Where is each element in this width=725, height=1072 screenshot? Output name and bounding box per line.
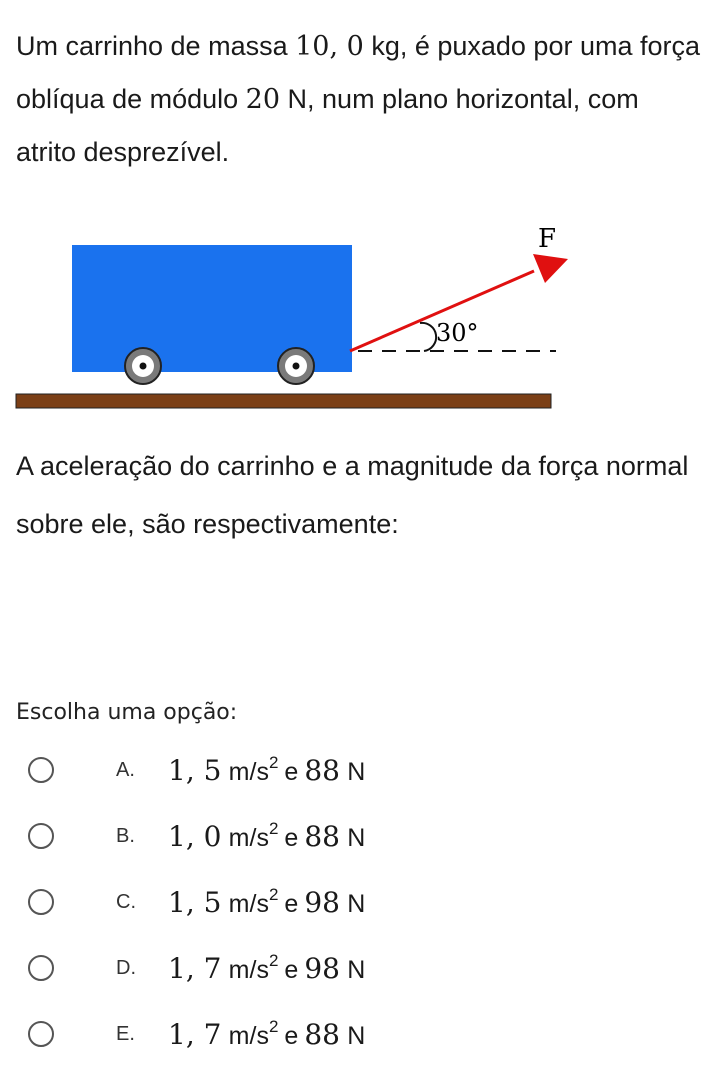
cart-body — [72, 245, 352, 372]
acceleration-unit: m/s — [228, 955, 269, 984]
force-unit: N — [347, 889, 366, 918]
acceleration-value: 1, 5 — [168, 753, 222, 787]
radio-button-d[interactable] — [28, 955, 54, 981]
force-value: 20 — [245, 84, 281, 115]
force-arrowhead — [533, 254, 568, 283]
normal-force-value: 98 — [304, 885, 340, 919]
unit-exponent: 2 — [268, 752, 279, 772]
option-b[interactable] — [0, 804, 725, 868]
acceleration-value: 1, 7 — [168, 951, 222, 985]
acceleration-unit: m/s — [228, 889, 269, 918]
choose-option-prompt: Escolha uma opção: — [16, 700, 238, 725]
question-text-part: kg, é puxado por uma força oblíqua de módulo — [16, 31, 701, 114]
radio-button-c[interactable] — [28, 889, 54, 915]
option-text — [168, 820, 365, 853]
option-letter: B. — [116, 824, 135, 847]
normal-force-value: 88 — [304, 819, 340, 853]
cart-wheel-left — [125, 348, 161, 384]
force-unit: N — [347, 757, 366, 786]
option-letter: D. — [116, 956, 136, 979]
conjunction: e — [284, 889, 299, 918]
acceleration-value: 1, 7 — [168, 1017, 222, 1051]
question-text-continued: A aceleração do carrinho e a magnitude da força normal sobre ele, são respectivamente: — [16, 451, 689, 539]
normal-force-value: 88 — [304, 1017, 340, 1051]
angle-label: 30° — [436, 319, 479, 347]
radio-button-e[interactable] — [28, 1021, 54, 1047]
unit-exponent: 2 — [268, 818, 279, 838]
acceleration-unit: m/s — [228, 757, 269, 786]
cart-figure — [0, 215, 725, 415]
radio-button-b[interactable] — [28, 823, 54, 849]
acceleration-unit: m/s — [228, 823, 269, 852]
option-text — [168, 1018, 365, 1051]
option-d[interactable] — [0, 936, 725, 1000]
option-c[interactable] — [0, 870, 725, 934]
option-text — [168, 754, 365, 787]
force-label: F — [538, 224, 557, 254]
question-text-part: Um carrinho de massa — [16, 31, 296, 61]
radio-button-a[interactable] — [28, 757, 54, 783]
option-letter: C. — [116, 890, 136, 913]
cart-wheel-right — [278, 348, 314, 384]
option-a[interactable] — [0, 738, 725, 802]
acceleration-value: 1, 5 — [168, 885, 222, 919]
conjunction: e — [284, 955, 299, 984]
force-unit: N — [347, 955, 366, 984]
ground-plane — [16, 394, 551, 408]
option-letter: A. — [116, 758, 135, 781]
force-unit: N — [347, 823, 366, 852]
option-e[interactable] — [0, 1002, 725, 1066]
mass-value: 10, 0 — [295, 31, 364, 62]
option-text — [168, 952, 365, 985]
unit-exponent: 2 — [268, 1016, 279, 1036]
angle-arc — [420, 323, 436, 351]
conjunction: e — [284, 757, 299, 786]
force-unit: N — [347, 1021, 366, 1050]
unit-exponent: 2 — [268, 884, 279, 904]
option-letter: E. — [116, 1022, 135, 1045]
conjunction: e — [284, 1021, 299, 1050]
acceleration-value: 1, 0 — [168, 819, 222, 853]
cart-diagram — [0, 215, 725, 415]
normal-force-value: 88 — [304, 753, 340, 787]
question-text — [16, 20, 706, 178]
question-text-part: N, num plano horizontal, com atrito desprezível. — [16, 84, 639, 167]
unit-exponent: 2 — [268, 950, 279, 970]
conjunction: e — [284, 823, 299, 852]
acceleration-unit: m/s — [228, 1021, 269, 1050]
normal-force-value: 98 — [304, 951, 340, 985]
option-text — [168, 886, 365, 919]
